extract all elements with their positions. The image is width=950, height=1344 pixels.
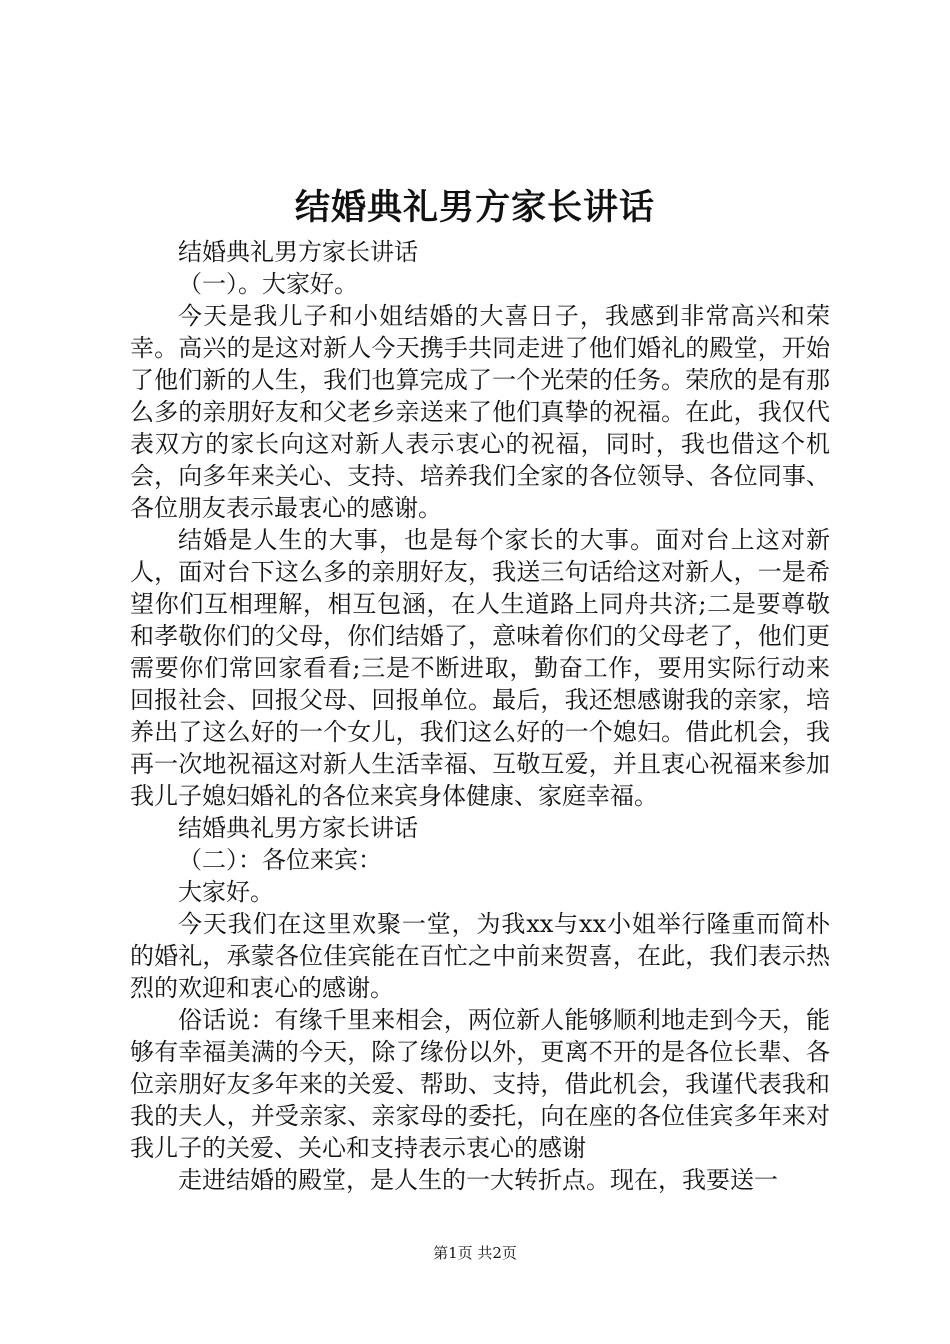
paragraph: 今天我们在这里欢聚一堂，为我xx与xx小姐举行隆重而简朴的婚礼，承蒙各位佳宾能在百忙之中前来贺喜，在此，我们表示热烈的欢迎和衷心的感谢。: [130, 910, 830, 1002]
document-title: 结婚典礼男方家长讲话: [294, 187, 655, 228]
section-heading-2: 结婚典礼男方家长讲话: [178, 814, 418, 842]
document-body: [130, 236, 830, 1196]
page-number: 第1页 共2页: [433, 1244, 517, 1262]
paragraph: 结婚是人生的大事，也是每个家长的大事。面对台上这对新人，面对台下这么多的亲朋好友，我送三句话给这对新人，一是希望你们互相理解，相互包涵，在人生道路上同舟共济;二是要尊敬和孝敬你们的父母，你们结婚了，意味着你们的父母老了，他们更需要你们常回家看看;三是不断进取，勤奋工作，要用实际行动来回报社会、回报父母、回报单位。最后，我还想感谢我的亲家，培养出了这么好的一个女儿，我们这么好的一个媳妇。借此机会，我再一次地祝福这对新人生活幸福、互敬互爱，并且衷心祝福来参加我儿子媳妇婚礼的各位来宾身体健康、家庭幸福。: [130, 526, 830, 810]
paragraph: 走进结婚的殿堂，是人生的一大转折点。现在，我要送一: [178, 1166, 778, 1194]
greeting-3: 大家好。: [178, 878, 274, 906]
section-heading-1: 结婚典礼男方家长讲话: [178, 238, 418, 266]
paragraph: 今天是我儿子和小姐结婚的大喜日子，我感到非常高兴和荣幸。高兴的是这对新人今天携手共同走进了他们婚礼的殿堂，开始了他们新的人生，我们也算完成了一个光荣的任务。荣欣的是有那么多的亲朋好友和父老乡亲送来了他们真挚的祝福。在此，我仅代表双方的家长向这对新人表示衷心的祝福，同时，我也借这个机会，向多年来关心、支持、培养我们全家的各位领导、各位同事、各位朋友表示最衷心的感谢。: [130, 302, 830, 522]
paragraph: 俗话说：有缘千里来相会，两位新人能够顺利地走到今天，能够有幸福美满的今天，除了缘份以外，更离不开的是各位长辈、各位亲朋好友多年来的关爱、帮助、支持，借此机会，我谨代表我和我的夫人，并受亲家、亲家母的委托，向在座的各位佳宾多年来对我儿子的关爱、关心和支持表示衷心的感谢: [130, 1006, 830, 1162]
greeting-2: （二）：各位来宾：: [178, 846, 382, 874]
greeting-1: （一）。大家好。: [178, 270, 358, 298]
